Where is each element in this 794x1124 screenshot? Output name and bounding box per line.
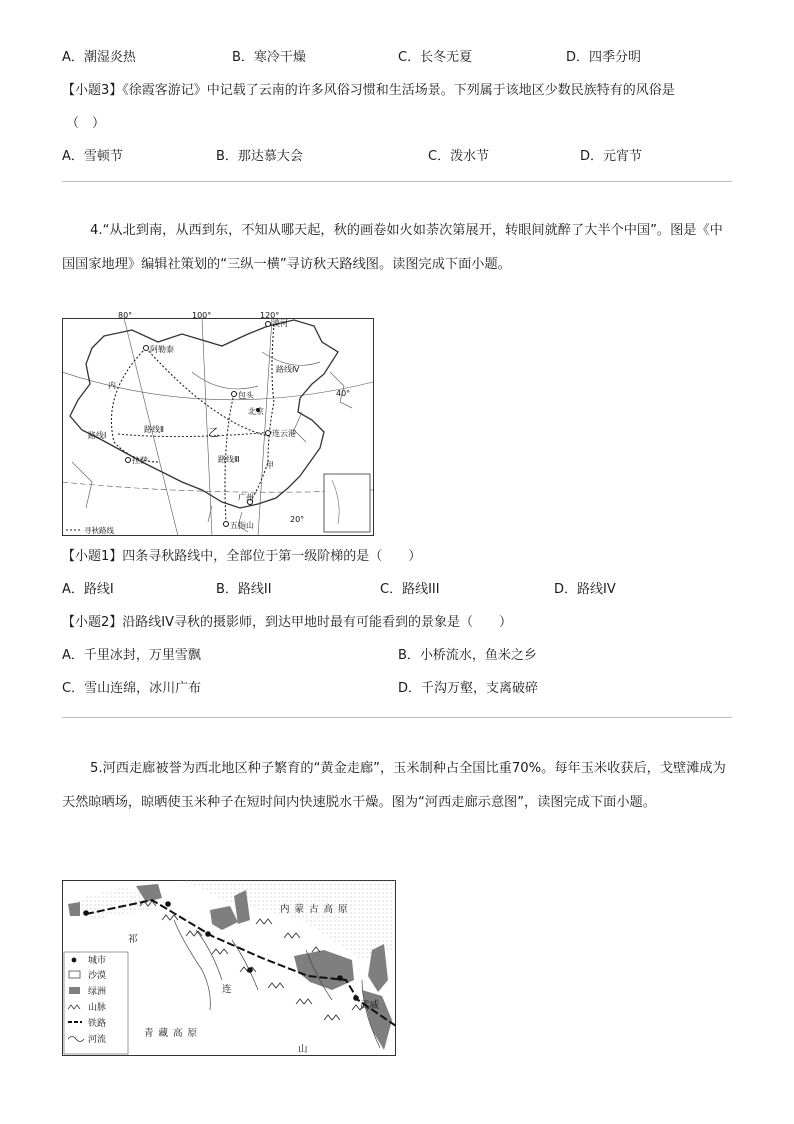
option-d[interactable]: D．四季分明 (566, 50, 642, 65)
divider (62, 717, 732, 718)
divider (62, 181, 732, 182)
china-autumn-route-map (62, 312, 374, 536)
option-a[interactable]: A．路线I (62, 582, 114, 597)
answer-paren: （ ） (66, 116, 106, 131)
route-label: 路线Ⅲ (218, 455, 240, 464)
range-label: 祁 (128, 934, 138, 945)
map-legend: 寻秋路线 (84, 526, 114, 535)
lat-label: 40° (336, 389, 351, 398)
place-label: 北京 (248, 407, 264, 416)
option-a[interactable]: A．潮湿炎热 (62, 50, 136, 65)
legend-label: 山脉 (88, 1003, 107, 1013)
option-c[interactable]: C．泼水节 (428, 149, 490, 164)
option-d[interactable]: D．元宵节 (580, 149, 643, 164)
lon-label: 80° (118, 312, 133, 320)
option-b[interactable]: B．路线II (216, 582, 272, 597)
route-label: 路线Ⅰ (88, 431, 107, 440)
map-mark: 乙 (208, 426, 219, 439)
option-c[interactable]: C．路线III (380, 582, 440, 597)
sub-question-1: 【小题1】四条寻秋路线中，全部位于第一级阶梯的是（ ） (62, 549, 422, 564)
range-label: 连 (222, 984, 232, 995)
legend-label: 沙漠 (88, 971, 107, 981)
map-mark: 内 (108, 381, 116, 390)
place-label: 拉萨 (132, 456, 148, 465)
hexi-corridor-map (62, 880, 396, 1056)
option-d[interactable]: D．路线IV (554, 582, 616, 597)
city-label: 武威 (360, 1000, 380, 1011)
place-label: 五指山 (230, 521, 254, 530)
question-4-intro: 4.“从北到南，从西到东，不知从哪天起，秋的画卷如火如荼次第展开，转眼间就醉了大半个中国”。图是《中国国家地理》编辑社策划的“三纵一横”寻访秋天路线图。读图完成下面小题。 (62, 223, 723, 272)
plateau-label-north: 内 蒙 古 高 原 (280, 904, 349, 915)
range-label: 山 (298, 1044, 308, 1055)
option-c[interactable]: C．长冬无夏 (398, 50, 473, 65)
route-label: 路线Ⅳ (276, 365, 300, 374)
place-label: 阿勒泰 (150, 345, 174, 354)
legend-label: 铁路 (88, 1019, 107, 1029)
lon-label: 120° (260, 312, 280, 320)
place-label: 连云港 (272, 429, 296, 438)
place-label: 包头 (238, 391, 254, 400)
plateau-label-south: 青 藏 高 原 (144, 1028, 199, 1039)
lat-label: 20° (290, 515, 305, 524)
legend-label: 绿洲 (88, 987, 107, 997)
legend-label: 城市 (88, 956, 107, 966)
sub-question-3: 【小题3】《徐霞客游记》中记载了云南的许多风俗习惯和生活场景。下列属于该地区少数民族特有的风俗是 (62, 83, 675, 98)
option-b[interactable]: B．那达慕大会 (216, 149, 303, 164)
lon-label: 100° (192, 312, 212, 320)
option-d[interactable]: D．千沟万壑，支离破碎 (398, 681, 539, 696)
question-5-intro: 5.河西走廊被誉为西北地区种子繁育的“黄金走廊”，玉米制种占全国比重70%。每年玉米收获后，戈壁滩成为天然晾晒场，晾晒使玉米种子在短时间内快速脱水干燥。图为“河西走廊示意图”，读图完成下面小题。 (62, 761, 726, 810)
option-b[interactable]: B．小桥流水，鱼米之乡 (398, 648, 537, 663)
place-label: 广州 (238, 493, 254, 502)
option-c[interactable]: C．雪山连绵，冰川广布 (62, 681, 202, 696)
option-a[interactable]: A．雪顿节 (62, 149, 123, 164)
option-b[interactable]: B．寒冷干燥 (232, 50, 306, 65)
option-a[interactable]: A．千里冰封，万里雪飘 (62, 648, 201, 663)
map-mark: 甲 (266, 461, 274, 470)
sub-question-2: 【小题2】沿路线IV寻秋的摄影师，到达甲地时最有可能看到的景象是（ ） (62, 615, 512, 630)
legend-label: 河流 (88, 1035, 107, 1045)
route-label: 路线Ⅱ (144, 425, 164, 434)
place-label: 漠河 (272, 319, 288, 328)
